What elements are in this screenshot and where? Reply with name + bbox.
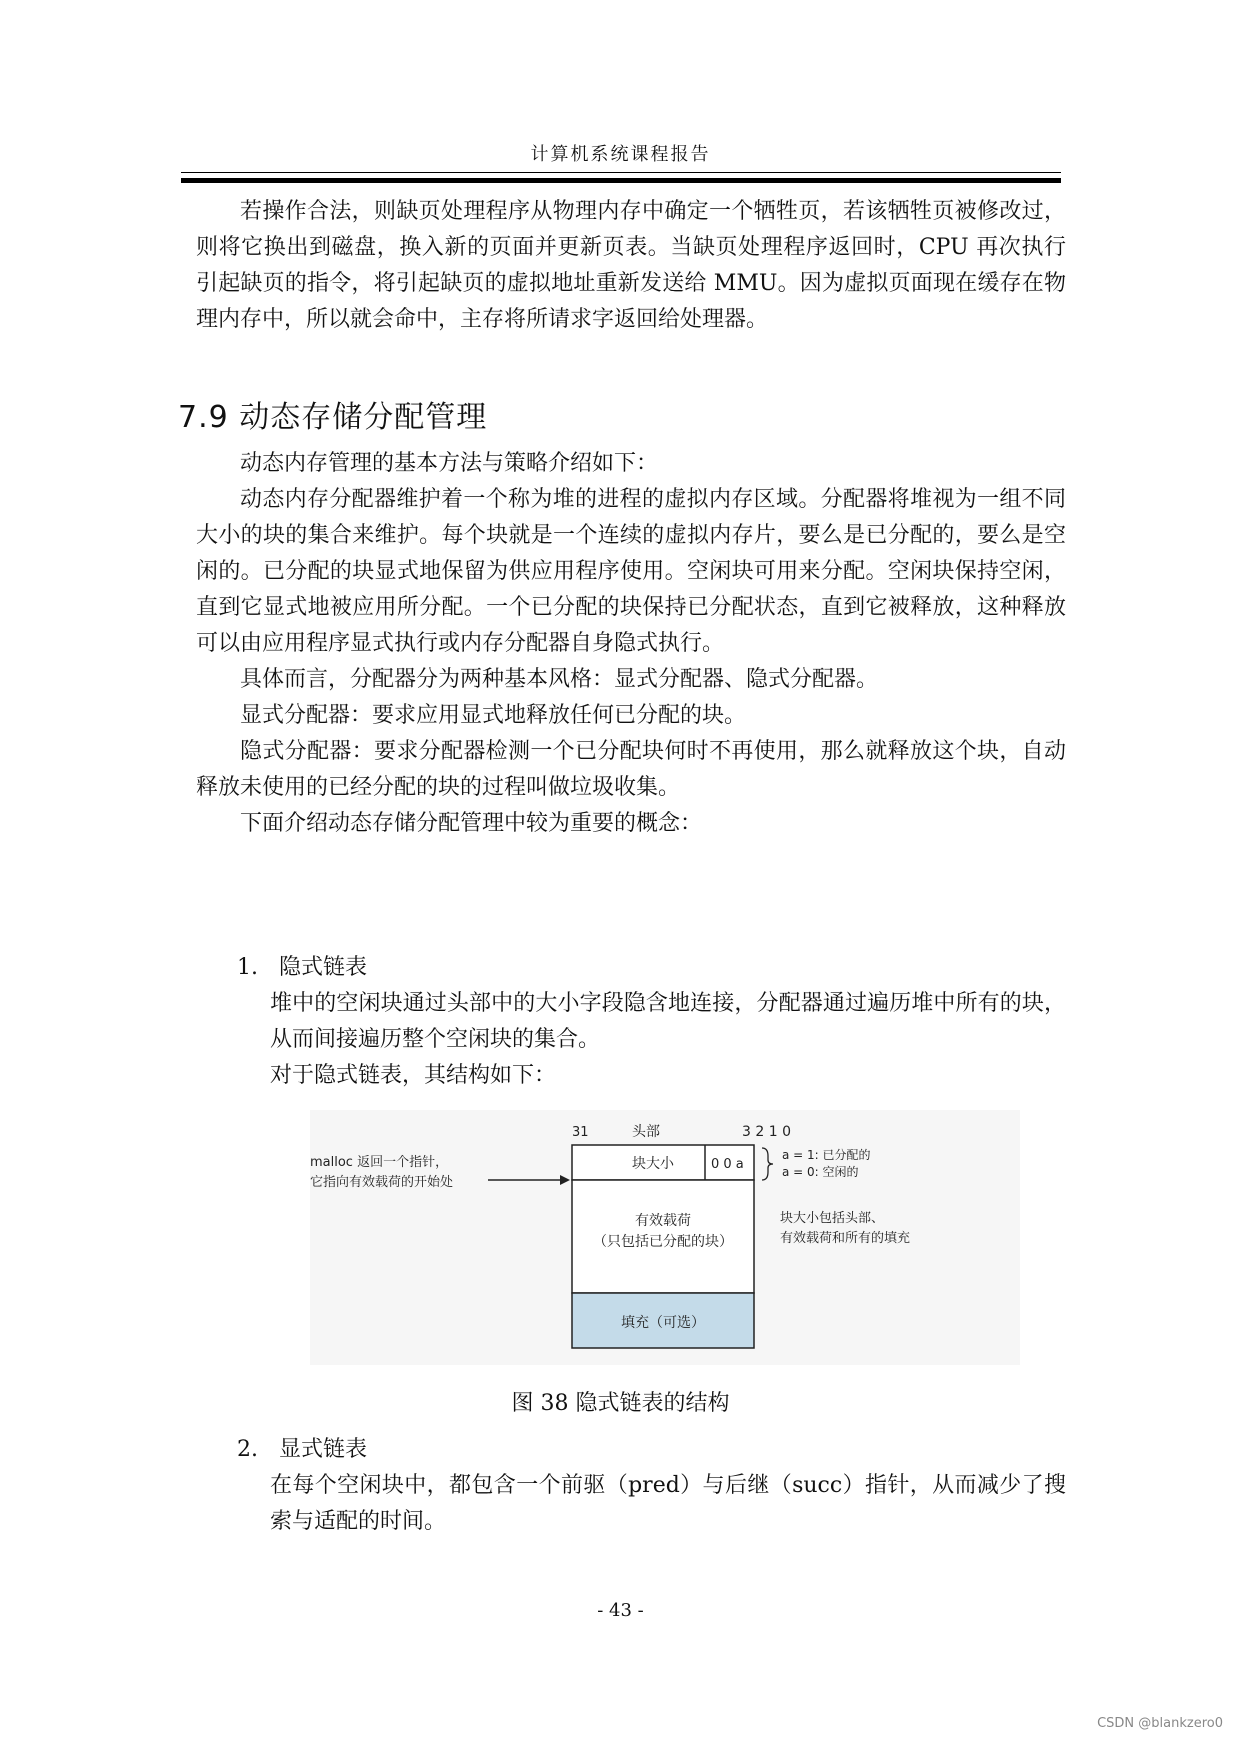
figure-caption: 图 38 隐式链表的结构 (511, 1391, 730, 1416)
flag-0-label: a = 0: 空闲的 (782, 1165, 859, 1179)
payload-label-1: 有效载荷 (635, 1213, 691, 1229)
header-rule-thick (181, 178, 1061, 183)
header-label: 头部 (632, 1124, 660, 1140)
list-item-title: 显式链表 (279, 1437, 368, 1462)
watermark: CSDN @blankzero0 (1097, 1716, 1223, 1731)
padding-label: 填充（可选） (621, 1315, 705, 1331)
paragraph: 显式分配器：要求应用显式地释放任何已分配的块。 (240, 703, 747, 728)
paragraph: 在每个空闲块中，都包含一个前驱（pred）与后继（succ）指针，从而减少了搜索与适配的时间。 (270, 1473, 1066, 1534)
list-item-1-body (270, 986, 1066, 1094)
note-label-1: 块大小包括头部、 (780, 1211, 885, 1226)
implicit-list-diagram (310, 1110, 1020, 1365)
malloc-label-2: 它指向有效载荷的开始处 (310, 1175, 454, 1190)
section-body (196, 446, 1066, 842)
intro-paragraph (196, 194, 1066, 338)
note-label-2: 有效载荷和所有的填充 (780, 1231, 911, 1246)
header-rule-thin (181, 172, 1061, 173)
list-item-title: 隐式链表 (279, 955, 368, 980)
paragraph: 动态内存分配器维护着一个称为堆的进程的虚拟内存区域。分配器将堆视为一组不同大小的块的集合来维护。每个块就是一个连续的虚拟内存片，要么是已分配的，要么是空闲的。已分配的块显式地保留为供应用程序使用。空闲块可用来分配。空闲块保持空闲，直到它显式地被应用所分配。一个已分配的块保持已分配状态，直到它被释放，这种释放可以由应用程序显式执行或内存分配器自身隐式执行。 (196, 487, 1066, 656)
paragraph: 具体而言，分配器分为两种基本风格：显式分配器、隐式分配器。 (240, 667, 879, 692)
section-heading: 7.9 动态存储分配管理 (178, 400, 488, 435)
flag-1-label: a = 1: 已分配的 (782, 1148, 871, 1162)
intro-text: 若操作合法，则缺页处理程序从物理内存中确定一个牺牲页，若该牺牲页被修改过，则将它换出到磁盘，换入新的页面并更新页表。当缺页处理程序返回时，CPU 再次执行引起缺页的指令，将引起缺页的虚拟地址重新发送给 MMU。因为虚拟页面现在缓存在物理内存中，所以就会命中，主存将所请求字返回给处理器。 (196, 199, 1066, 332)
flag-brace (762, 1148, 773, 1180)
block-size-label: 块大小 (632, 1156, 674, 1172)
bit-31-label: 31 (572, 1125, 589, 1140)
malloc-arrow-head (560, 1175, 570, 1185)
header-title: 计算机系统课程报告 (530, 144, 711, 165)
list-item-2-body (270, 1468, 1066, 1540)
flag-bits-label: 0 0 a (711, 1157, 744, 1172)
implicit-list-figure (310, 1110, 1020, 1365)
payload-label-2: （只包括已分配的块） (593, 1234, 733, 1250)
list-item-number: 1. (237, 955, 258, 980)
page-number: - 43 - (597, 1600, 644, 1621)
paragraph: 动态内存管理的基本方法与策略介绍如下： (240, 451, 659, 476)
paragraph: 对于隐式链表，其结构如下： (270, 1063, 557, 1088)
paragraph: 下面介绍动态存储分配管理中较为重要的概念： (240, 811, 703, 836)
list-item-1-header (237, 950, 367, 981)
paragraph: 堆中的空闲块通过头部中的大小字段隐含地连接，分配器通过遍历堆中所有的块，从而间接遍历整个空闲块的集合。 (270, 991, 1066, 1052)
list-item-number: 2. (237, 1437, 258, 1462)
bits-label: 3 2 1 0 (742, 1124, 791, 1140)
list-item-2-header (237, 1432, 367, 1463)
paragraph: 隐式分配器：要求分配器检测一个已分配块何时不再使用，那么就释放这个块，自动释放未使用的已经分配的块的过程叫做垃圾收集。 (196, 739, 1066, 800)
malloc-label-1: malloc 返回一个指针， (310, 1155, 449, 1170)
